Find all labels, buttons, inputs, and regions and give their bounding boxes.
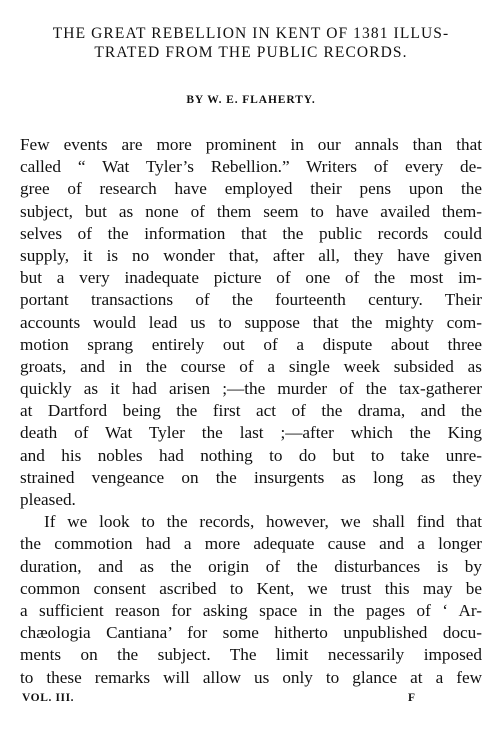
body-line: to these remarks will allow us only to glance at a few [20,667,482,687]
body-line: If we look to the records, however, we shall find that [44,512,482,532]
body-line: death of Wat Tyler the last ;—after which the King [20,423,482,443]
body-line: but a very inadequate picture of one of the most im- [20,268,482,288]
article-title-line: TRATED FROM THE PUBLIC RECORDS. [94,44,408,61]
article-title-line: THE GREAT REBELLION IN KENT OF 1381 ILLUS- [52,25,450,42]
body-line: quickly as it had arisen ;—the murder of the tax-gatherer [20,379,482,399]
body-line: subject, but as none of them seem to have availed them- [20,201,482,221]
book-page [20,0,482,732]
body-line: motion sprang entirely out of a dispute about three [20,334,482,354]
body-line: a sufficient reason for asking space in the pages of ‘ Ar- [20,600,482,620]
body-line: the commotion had a more adequate cause and a longer [20,534,482,554]
body-line: supply, it is no wonder that, after all, they have given [20,245,482,265]
body-line: called “ Wat Tyler’s Rebellion.” Writers of every de- [20,157,482,177]
body-line: ments on the subject. The limit necessarily imposed [20,645,482,665]
article-byline: BY W. E. FLAHERTY. [186,94,316,106]
body-line: pleased. [20,490,76,509]
body-line: gree of research have employed their pens upon the [20,179,482,199]
body-line: and his nobles had nothing to do but to take unre- [20,445,482,465]
body-line: groats, and in the course of a single week subsided as [20,356,482,376]
body-line: portant transactions of the fourteenth century. Their [20,290,482,310]
body-line: common consent ascribed to Kent, we trust this may be [20,578,482,598]
article-title [20,24,482,62]
body-line: strained vengeance on the insurgents as long as they [20,467,482,487]
body-line: at Dartford being the first act of the drama, and the [20,401,482,421]
body-line: accounts would lead us to suppose that the mighty com- [20,312,482,332]
signature-mark: F [408,692,416,704]
body-line: selves of the information that the public records could [20,223,482,243]
article-body [20,134,482,689]
body-line: Few events are more prominent in our annals than that [20,135,482,154]
body-line: duration, and as the origin of the disturbances is by [20,556,482,576]
volume-label: VOL. III. [22,692,75,704]
body-line: chæologia Cantiana’ for some hitherto unpublished docu- [20,623,482,643]
page-footer [20,692,482,710]
